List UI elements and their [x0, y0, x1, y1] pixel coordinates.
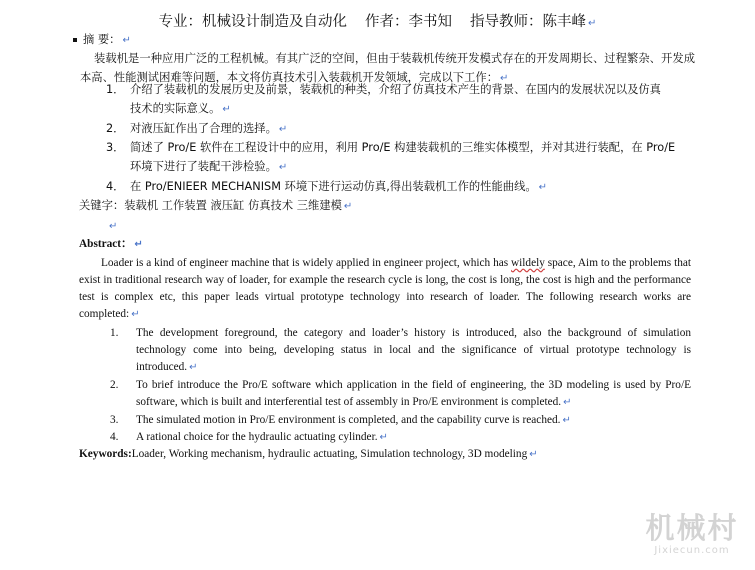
en-list-item: 3. The simulated motion in Pro/E environment is completed, and the capability curve is reached. ↵: [110, 414, 571, 426]
paragraph-mark: ↵: [588, 18, 597, 29]
watermark-logo-text: 机械村: [645, 511, 739, 545]
en-list-item: 4. A rational choice for the hydraulic actuating cylinder. ↵: [110, 431, 388, 443]
major-label: 专业：机械设计制造及自动化: [158, 14, 348, 30]
paragraph-bullet-icon: [73, 38, 77, 42]
empty-paragraph: ↵: [109, 221, 118, 232]
spellcheck-flag: wildely: [511, 257, 545, 269]
zh-list-item: 1． 介绍了装载机的发展历史及前景，装载机的种类，介绍了仿真技术产生的背景、在国内的发展状况以及仿真 技术的实际意义。 ↵: [106, 83, 661, 115]
en-keywords: Keywords:Loader, Working mechanism, hydraulic actuating, Simulation technology, 3D modeling ↵: [79, 448, 538, 460]
author-label: 作者：李书知: [365, 14, 453, 30]
zh-list-item: 3． 简述了 Pro/E 软件在工程设计中的应用，利用 Pro/E 构建装载机的三维实体模型，并对其进行装配，在 Pro/E 环境下进行了装配干涉检验。 ↵: [106, 141, 676, 173]
zh-abstract-label: 摘 要： ↵: [73, 30, 131, 50]
zh-list-item: 2． 对液压缸作出了合理的选择。 ↵: [106, 122, 288, 135]
zh-list-item: 4． 在 Pro/ENIEER MECHANISM 环境下进行运动仿真,得出装载机工作的性能曲线。 ↵: [106, 180, 548, 193]
en-keywords-text: Loader, Working mechanism, hydraulic actuating, Simulation technology, 3D modeling: [131, 448, 528, 460]
en-abstract-label: Abstract： ↵: [79, 238, 143, 250]
en-abstract-intro: Loader is a kind of engineer machine that is widely applied in engineer project, which has wildely space, Aim to the problems that exist in traditional research way of loader, for example the research cycle is long, the cost is long, the cost is high and the performance test is complex etc, this paper leads virtual prototype technology into research of loader. The following research works are completed: ↵: [79, 257, 692, 320]
thesis-header: [0, 10, 755, 31]
zh-keywords-label: 关键字：: [79, 199, 125, 212]
en-list-item: 1. The development foreground, the category and loader’s history is introduced, also the background of simulation technology come into being, developing status in local and the significance of virtual prototype technology is introduced. ↵: [110, 327, 691, 373]
watermark-url: Jixiecun.com: [654, 545, 730, 556]
en-keywords-label: Keywords:: [79, 448, 132, 460]
advisor-label: 指导教师：陈丰峰: [470, 14, 587, 30]
en-list-item: 2. To brief introduce the Pro/E software which application in the field of engineering, the 3D modeling is used by Pro/E software, which is built and interferential test of assembly in Pro/E environment is completed. ↵: [110, 379, 691, 408]
zh-keywords: 关键字：装载机 工作装置 液压缸 仿真技术 三维建模 ↵: [79, 199, 353, 212]
zh-keywords-text: 装载机 工作装置 液压缸 仿真技术 三维建模: [124, 199, 342, 212]
site-watermark: [637, 511, 747, 556]
zh-abstract-intro: 装载机是一种应用广泛的工程机械。有其广泛的空间，但由于装载机传统开发模式存在的开发周期长、过程繁杂、开发成本高、性能测试困难等问题，本文将仿真技术引入装载机开发领域，完成以下工作： ↵: [80, 52, 695, 84]
